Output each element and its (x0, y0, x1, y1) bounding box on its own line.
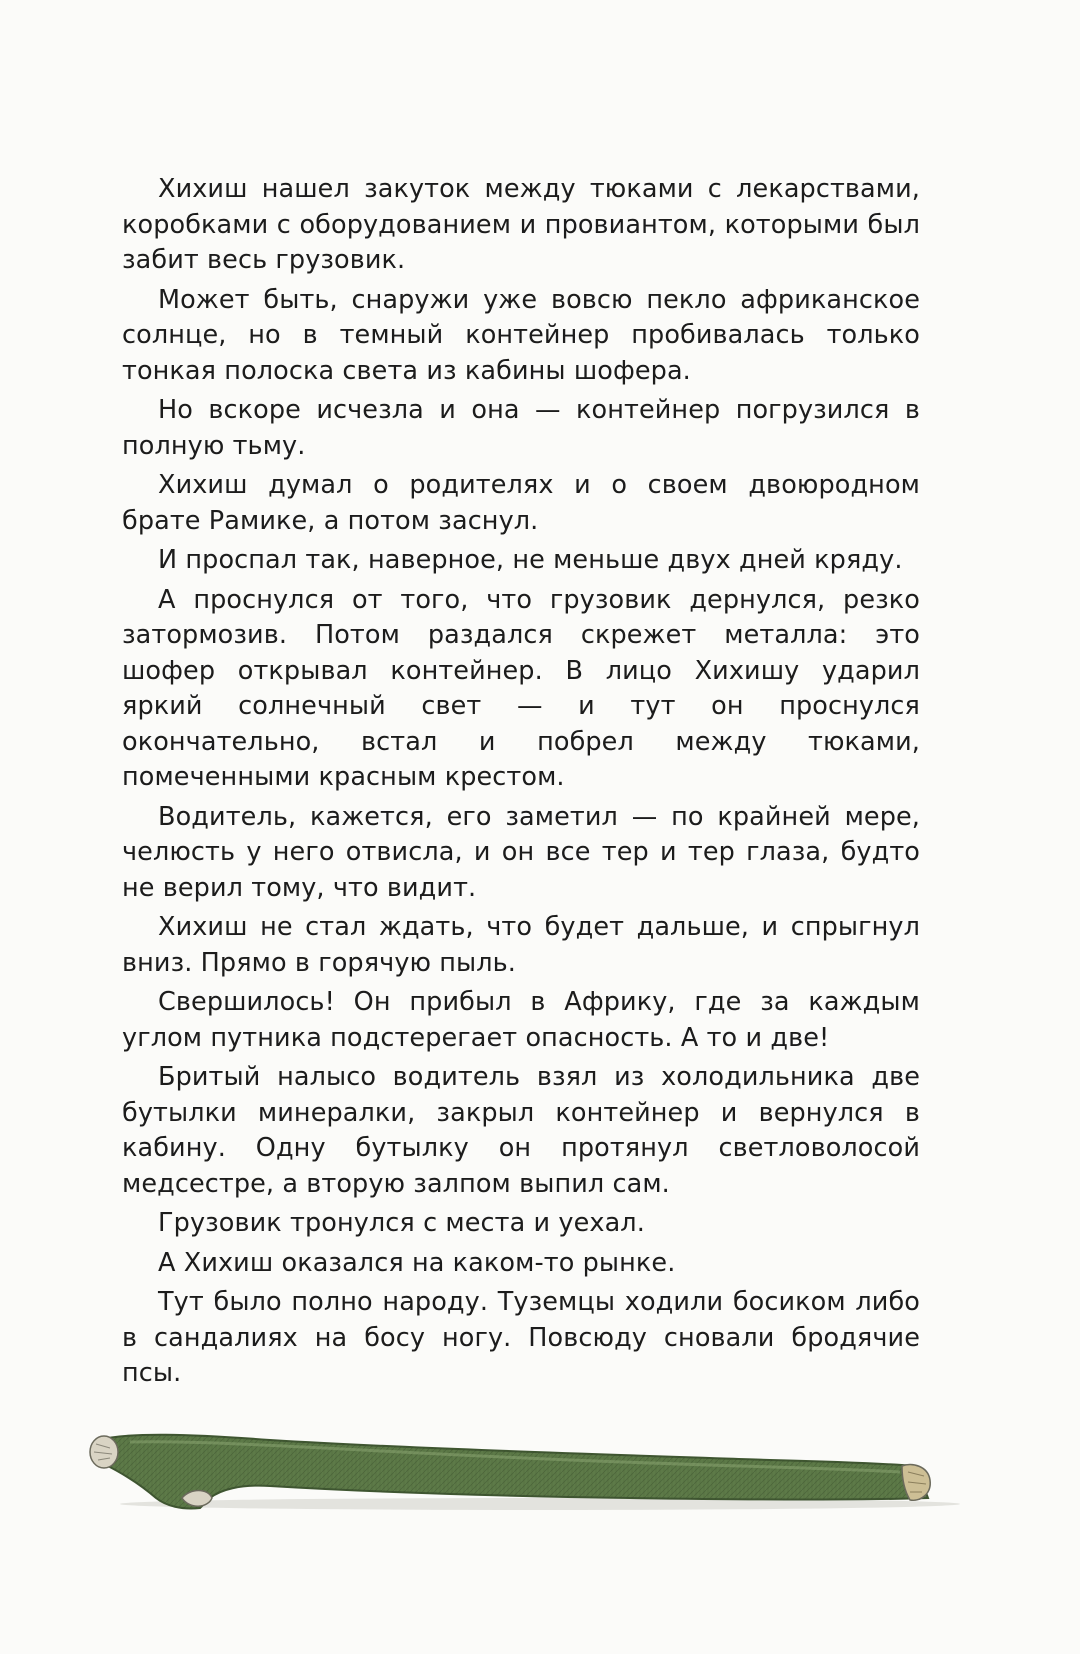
paragraph: И проспал так, наверное, не меньше двух дней кряду. (158, 545, 903, 575)
paragraph: Бритый налысо водитель взял из холодильника две бутылки минералки, закрыл контейнер и вернулся в кабину. Одну бутылку он протянул светловолосой медсестре, а вторую залпом выпил сам. (122, 1062, 920, 1199)
paragraph: Свершилось! Он прибыл в Африку, где за каждым углом путника подстерегает опасность. А то и две! (122, 987, 920, 1053)
paragraph: А Хихиш оказался на каком-то рынке. (158, 1247, 676, 1278)
paragraph: Хихиш думал о родителях и о своем двоюродном брате Рамике, а потом заснул. (122, 470, 920, 536)
paragraph: Водитель, кажется, его заметил — по крайней мере, челюсть у него отвисла, и он все тер и тер глаза, будто не верил тому, что видит. (122, 801, 920, 903)
paragraph: Хихиш нашел закуток между тюками с лекарствами, коробками с оборудованием и провиантом, которыми был забит весь грузовик. (122, 174, 920, 275)
paragraph: А проснулся от того, что грузовик дернулся, резко затормозив. Потом раздался скрежет металла: это шофер открывал контейнер. В лицо Хихишу ударил яркий солнечный свет — и тут он проснулся окончательно, встал и побрел между тюками, помеченными красным крестом. (122, 584, 920, 792)
text-block (122, 172, 920, 1396)
paragraph: Но вскоре исчезла и она — контейнер погрузился в полную тьму. (122, 395, 920, 461)
green-stick-illustration (70, 1418, 1005, 1526)
paragraph: Грузовик тронулся с места и уехал. (158, 1208, 645, 1238)
paragraph: Тут было полно народу. Туземцы ходили босиком либо в сандалиях на босу ногу. Повсюду сновали бродячие псы. (122, 1287, 920, 1388)
paragraph: Хихиш не стал ждать, что будет дальше, и спрыгнул вниз. Прямо в горячую пыль. (122, 912, 920, 978)
paragraph: Может быть, снаружи уже вовсю пекло африканское солнце, но в темный контейнер пробивалась только тонкая полоска света из кабины шофера. (122, 284, 920, 386)
